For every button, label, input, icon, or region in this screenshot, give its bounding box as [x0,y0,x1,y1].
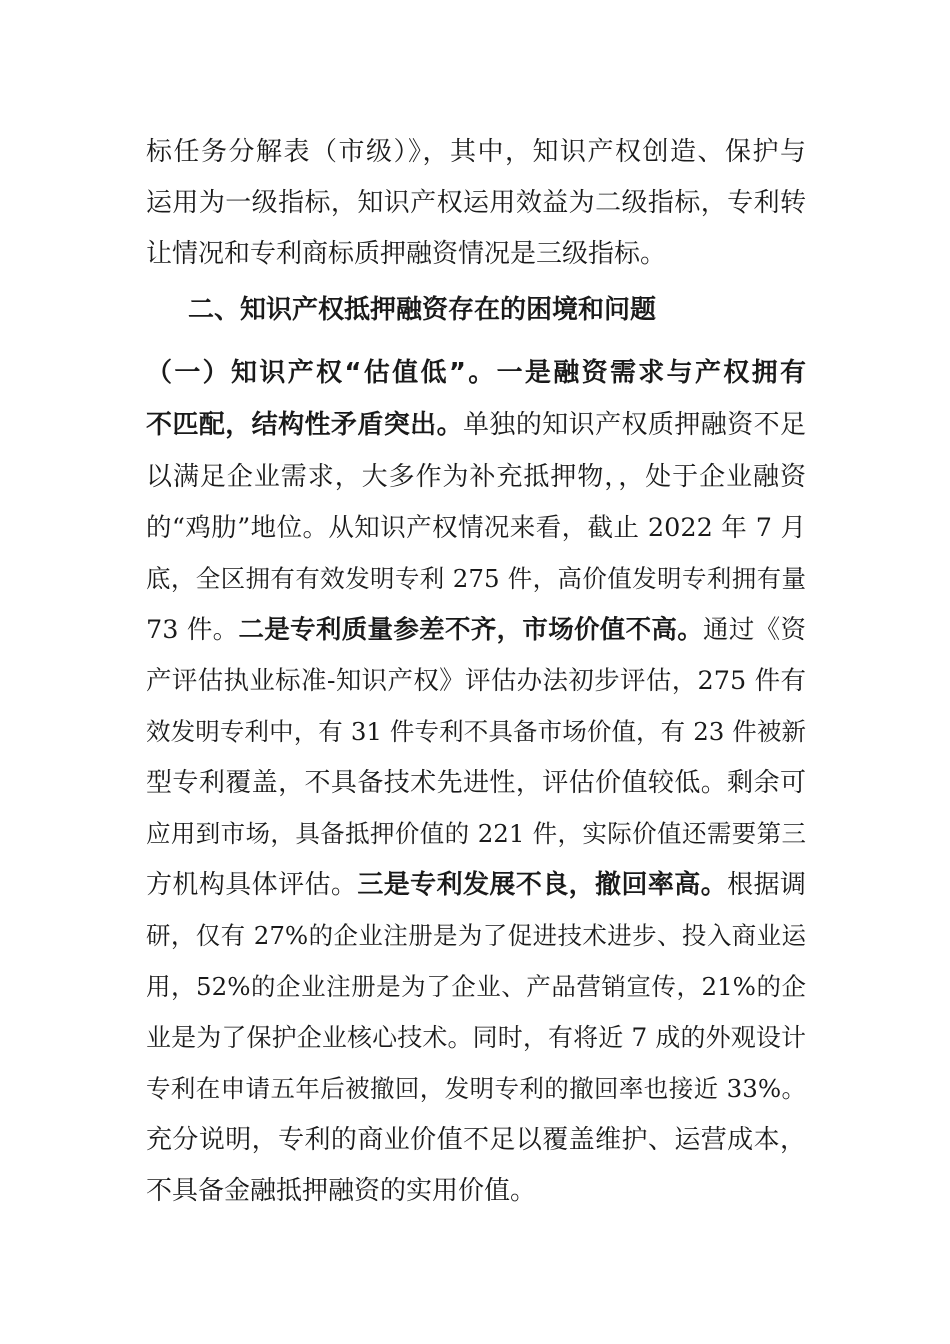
paragraph-line-11 [146,868,806,902]
paragraph-line-13: 用，52%的企业注册是为了企业、产品营销宣传，21%的企 [146,972,806,1001]
paragraph-line-14: 业是为了保护企业核心技术。同时，有将近 7 成的外观设计 [146,1023,806,1052]
intro-line-2: 运用为一级指标，知识产权运用效益为二级指标，专利转 [146,188,806,218]
paragraph-line-8: 效发明专利中，有 31 件专利不具备市场价值，有 23 件被新 [146,717,806,746]
paragraph-line-16: 充分说明，专利的商业价值不足以覆盖维护、运营成本， [146,1125,806,1155]
section-heading: 二、知识产权抵押融资存在的困境和问题 [188,295,657,325]
bold-phrase-3: 三是专利发展不良，撤回率高。 [357,870,728,900]
paragraph-line-5: 底，全区拥有有效发明专利 275 件，高价值发明专利拥有量 [146,564,806,593]
text-run: 单独的知识产权质押融资不足 [463,410,806,440]
paragraph-line-6 [146,613,806,647]
intro-line-3: 让情况和专利商标质押融资情况是三级指标。 [146,239,667,269]
paragraph-line-7: 产评估执业标准-知识产权》评估办法初步评估，275 件有 [146,666,806,696]
text-run: 根据调 [727,870,806,900]
subsection-title-line: （一）知识产权“估值低”。一是融资需求与产权拥有 [146,358,806,388]
text-run: 方机构具体评估。 [146,870,358,900]
paragraph-line-17: 不具备金融抵押融资的实用价值。 [146,1176,537,1206]
intro-line-1: 标任务分解表（市级）》，其中，知识产权创造、保护与 [146,137,806,167]
paragraph-line-9: 型专利覆盖，不具备技术先进性，评估价值较低。剩余可 [146,768,806,798]
paragraph-line-2 [146,408,806,442]
bold-phrase-1: 不匹配，结构性矛盾突出。 [146,410,463,440]
paragraph-line-10: 应用到市场，具备抵押价值的 221 件，实际价值还需要第三 [146,819,806,848]
paragraph-line-4: 的“鸡肋”地位。从知识产权情况来看，截止 2022 年 7 月 [146,513,806,543]
paragraph-line-3: 以满足企业需求，大多作为补充抵押物，，处于企业融资 [146,462,806,492]
paragraph-line-15: 专利在申请五年后被撤回，发明专利的撤回率也接近 33%。 [146,1074,806,1103]
bold-phrase-2: 二是专利质量参差不齐，市场价值不高。 [238,615,704,645]
text-run: 通过《资 [703,615,806,645]
text-run: 73 件。 [146,615,239,645]
paragraph-line-12: 研，仅有 27%的企业注册是为了促进技术进步、投入商业运 [146,921,806,950]
